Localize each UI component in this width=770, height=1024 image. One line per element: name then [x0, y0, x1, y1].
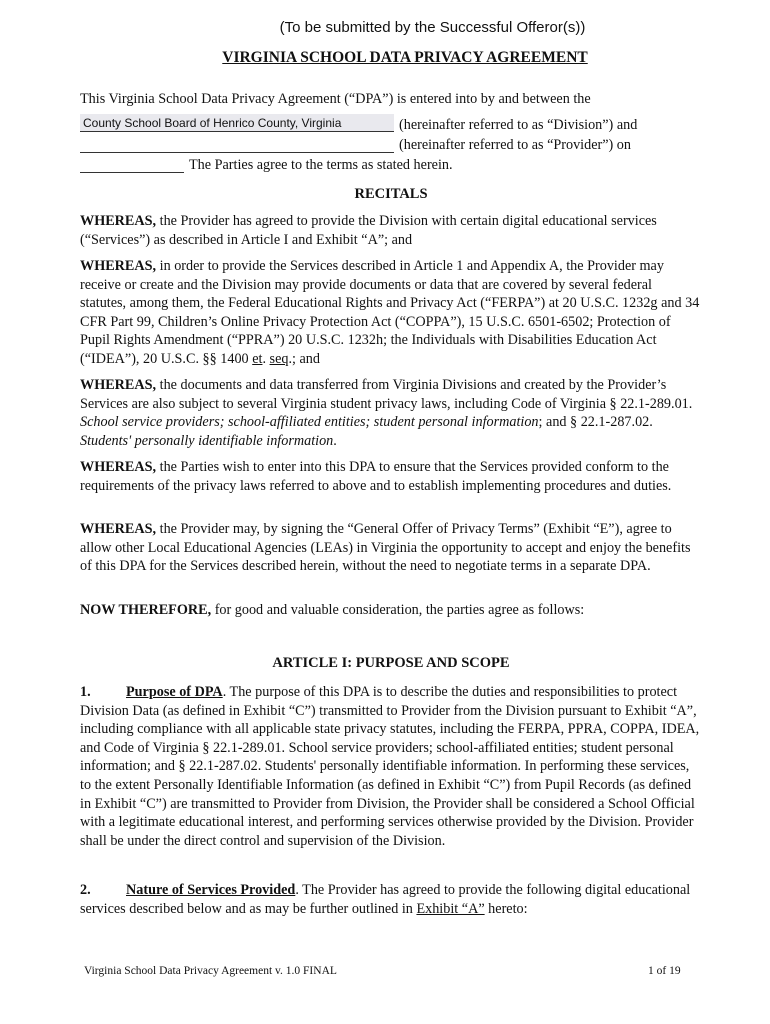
recital-2: [80, 257, 700, 369]
recital-4-text: the Parties wish to enter into this DPA to ensure that the Services provided conform to the requirements of the privacy laws referred to above and to establish implementing procedures and duties.: [80, 459, 672, 494]
recital-5-text: the Provider may, by signing the “General Offer of Privacy Terms” (Exhibit “E”), agree to allow other Local Educational Agencies (LEAs) in Virginia the opportunity to accept and enjoy the benefits of this DPA for the Services described herein, without the need to negotiate terms in a separate DPA.: [80, 521, 691, 575]
submission-note: (To be submitted by the Successful Offeror(s)): [279, 19, 586, 36]
section-1-title: Purpose of DPA: [126, 684, 223, 700]
now-therefore-label: NOW THEREFORE,: [80, 602, 212, 618]
whereas-label: WHEREAS,: [80, 377, 157, 393]
provider-suffix: (hereinafter referred to as “Provider”) on: [399, 137, 631, 153]
provider-name-field[interactable]: [80, 135, 394, 153]
recital-3-italic-1: School service providers; school-affiliated entities; student personal information: [80, 414, 539, 431]
recital-2-text: in order to provide the Services described in Article 1 and Appendix A, the Provider may receive or create and the Division may provide documents or data that are covered by several federal statutes, among them, the Federal Educational Rights and Privacy Act (“FERPA”) at 20 U.S.C. 1232g and 34 CFR Part 99, Children’s Online Privacy Protection Act (“COPPA”), 15 U.S.C. 6501-6502; Protection of Pupil Rights Amendment (“PPRA”) 20 U.S.C. 1232h; the Individuals with Disabilities Education Act (“IDEA”), 20 U.S.C. §§ 1400: [80, 258, 700, 367]
section-1-number: 1.: [80, 684, 91, 700]
et-dot: .: [262, 350, 270, 367]
recital-3-text-b: ; and § 22.1-287.02.: [538, 414, 653, 431]
exhibit-a-link[interactable]: Exhibit “A”: [416, 900, 485, 917]
article-1-heading: ARTICLE I: PURPOSE AND SCOPE: [272, 655, 510, 671]
recital-4: [80, 458, 700, 495]
recital-3-text-c: .: [333, 432, 337, 449]
section-2: [80, 881, 700, 918]
recital-3-text-a: the documents and data transferred from Virginia Divisions and created by the Provider’s Services are also subject to several Virginia student privacy laws, including Code of Virginia § 22.1-289.01.: [80, 377, 693, 412]
section-1: [80, 683, 700, 850]
section-2-end: hereto:: [484, 900, 528, 917]
section-2-number: 2.: [80, 882, 91, 898]
intro-line: This Virginia School Data Privacy Agreement (“DPA”) is entered into by and between the: [80, 91, 591, 107]
recital-2-end: .; and: [288, 350, 320, 367]
whereas-label: WHEREAS,: [80, 258, 157, 274]
recital-3: [80, 376, 700, 450]
recitals-heading: RECITALS: [354, 186, 428, 202]
division-name-field[interactable]: [80, 114, 394, 132]
document-title: VIRGINIA SCHOOL DATA PRIVACY AGREEMENT: [222, 49, 588, 66]
recital-1-text: the Provider has agreed to provide the Division with certain digital educational services (“Services”) as described in Article I and Exhibit “A”; and: [80, 213, 657, 248]
section-1-text: . The purpose of this DPA is to describe the duties and responsibilities to protect Division Data (as defined in Exhibit “C”) transmitted to Provider from the Division pursuant to Exhibit “A”, including compliance with all applicable state privacy statutes, including the FERPA, PPRA, COPPA, IDEA, and Code of Virginia § 22.1-289.01. School service providers; school-affiliated entities; student personal information; and § 22.1-287.02. Students' personally identifiable information. In performing these services, to the extent Personally Identifiable Information (as defined in Exhibit “C”) from Pupil Records (as defined in Exhibit “C”) are transmitted to Provider from Division, the Provider shall be considered a School Official with a legitimate educational interest, and performing services otherwise provided by the Division. Provider shall be under the direct control and supervision of the Division.: [80, 684, 700, 849]
footer-page-number: 1 of 19: [648, 965, 681, 977]
recital-3-italic-2: Students' personally identifiable information: [80, 432, 334, 449]
section-2-title: Nature of Services Provided: [126, 882, 296, 898]
division-suffix: (hereinafter referred to as “Division”) and: [399, 117, 638, 133]
whereas-label: WHEREAS,: [80, 213, 157, 229]
recital-1: [80, 212, 700, 249]
agreement-date-field[interactable]: [80, 155, 184, 173]
now-therefore-text: for good and valuable consideration, the parties agree as follows:: [214, 602, 585, 618]
whereas-label: WHEREAS,: [80, 459, 157, 475]
seq-abbrev: seq: [269, 350, 289, 367]
now-therefore: [80, 601, 700, 620]
footer-version: Virginia School Data Privacy Agreement v. 1.0 FINAL: [84, 965, 337, 977]
section-2-text: . The Provider has agreed to provide the following digital educational services described below and as may be further outlined in: [80, 882, 691, 917]
recital-5: [80, 520, 700, 576]
division-name-value: County School Board of Henrico County, Virginia: [83, 116, 342, 130]
et-abbrev: et: [252, 350, 263, 367]
date-suffix: The Parties agree to the terms as stated herein.: [189, 157, 453, 173]
whereas-label: WHEREAS,: [80, 521, 157, 537]
